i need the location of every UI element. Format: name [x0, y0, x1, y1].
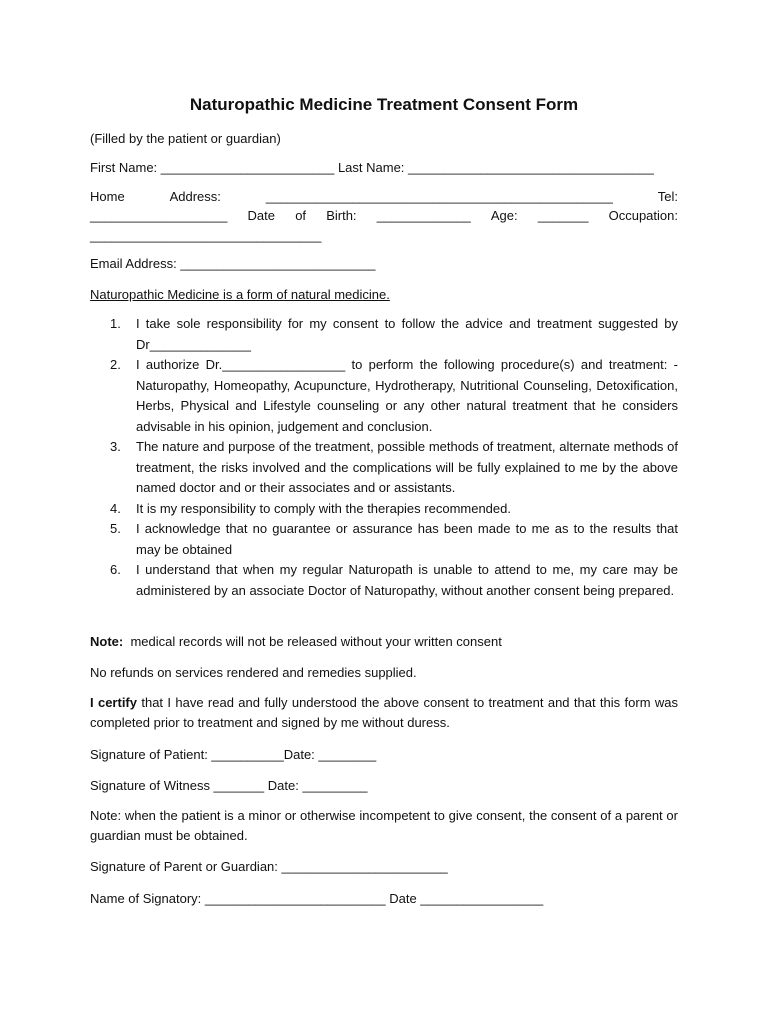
email-field[interactable]: Email Address: ___________________________: [90, 256, 376, 271]
tel-field[interactable]: ___________________: [90, 208, 228, 223]
list-item: [90, 314, 678, 355]
form-title: Naturopathic Medicine Treatment Consent Form: [189, 95, 579, 114]
list-item-text: It is my responsibility to comply with the therapies recommended.: [136, 500, 511, 516]
list-item: [90, 519, 678, 560]
certify-label: I certify: [90, 695, 137, 710]
birth-date-field[interactable]: _____________: [376, 208, 471, 223]
parent-signature-line[interactable]: Signature of Parent or Guardian: _______________________: [90, 859, 448, 874]
list-item-text: The nature and purpose of the treatment, possible methods of treatment, alternate methods of treatment, the risks involved and the complications will be fully explained to me by the above named doctor and or their associates and or assistants.: [136, 439, 678, 495]
witness-signature-line[interactable]: Signature of Witness _______ Date: _________: [90, 778, 368, 793]
form-subtitle: (Filled by the patient or guardian): [90, 131, 281, 146]
dob-line: [90, 206, 678, 226]
name-line: [90, 158, 678, 178]
list-item-text: I authorize Dr._________________ to perform the following procedure(s) and treatment: -Naturopathy, Homeopathy, Acupuncture, Hydrotherapy, Nutritional Counseling, Detoxification, Herbs, Physical and Lifestyle counseling or any other natural treatment that he considers advisable in his opinion, judgement and conclusion.: [136, 357, 678, 434]
first-name-field[interactable]: First Name: ________________________: [90, 160, 335, 175]
address-label: Address:: [169, 189, 221, 204]
list-item: [90, 499, 678, 520]
tel-label: Tel:: [657, 189, 678, 204]
home-label: Home: [90, 189, 125, 204]
list-number: 6.: [110, 562, 121, 577]
list-number: 4.: [110, 500, 121, 516]
address-line: [90, 187, 678, 207]
address-field[interactable]: ________________________________________________: [265, 189, 613, 204]
birth-label: Birth:: [326, 208, 357, 223]
date-label: Date: [247, 208, 276, 223]
age-field[interactable]: _______: [537, 208, 589, 223]
minor-note: Note: when the patient is a minor or otherwise incompetent to give consent, the consent of a parent or guardian must be obtained.: [90, 808, 678, 843]
list-number: 2.: [110, 357, 121, 372]
list-item-text: I acknowledge that no guarantee or assurance has been made to me as to the results that may be obtained: [136, 521, 678, 557]
note-text: medical records will not be released without your written consent: [123, 634, 502, 649]
note-label: Note:: [90, 634, 124, 649]
list-number: 1.: [110, 316, 121, 331]
certify-statement: [90, 693, 678, 733]
age-label: Age:: [490, 208, 518, 223]
list-item-text: I understand that when my regular Naturopath is unable to attend to me, my care may be administered by an associate Doctor of Naturopathy, without another consent being prepared.: [136, 562, 678, 598]
list-item: [90, 437, 678, 499]
records-note: [90, 632, 678, 652]
list-item: [90, 560, 678, 601]
list-item-text: I take sole responsibility for my consent to follow the advice and treatment suggested by Dr______________: [136, 316, 678, 352]
of-label: of: [295, 208, 307, 223]
intro-text: Naturopathic Medicine is a form of natural medicine.: [90, 287, 390, 302]
list-item: [90, 355, 678, 437]
list-number: 5.: [110, 521, 121, 536]
refunds-text: No refunds on services rendered and remedies supplied.: [90, 665, 417, 680]
patient-signature-line[interactable]: Signature of Patient: __________Date: ________: [90, 747, 377, 762]
occupation-field[interactable]: ________________________________: [90, 228, 322, 243]
last-name-field[interactable]: Last Name: __________________________________: [337, 160, 654, 175]
occupation-label: Occupation:: [608, 208, 678, 223]
list-number: 3.: [110, 439, 121, 454]
consent-list: [90, 314, 678, 601]
signatory-line[interactable]: Name of Signatory: _________________________ Date _________________: [90, 891, 544, 906]
certify-text: that I have read and fully understood the above consent to treatment and that this form was completed prior to treatment and signed by me without duress.: [90, 695, 678, 730]
